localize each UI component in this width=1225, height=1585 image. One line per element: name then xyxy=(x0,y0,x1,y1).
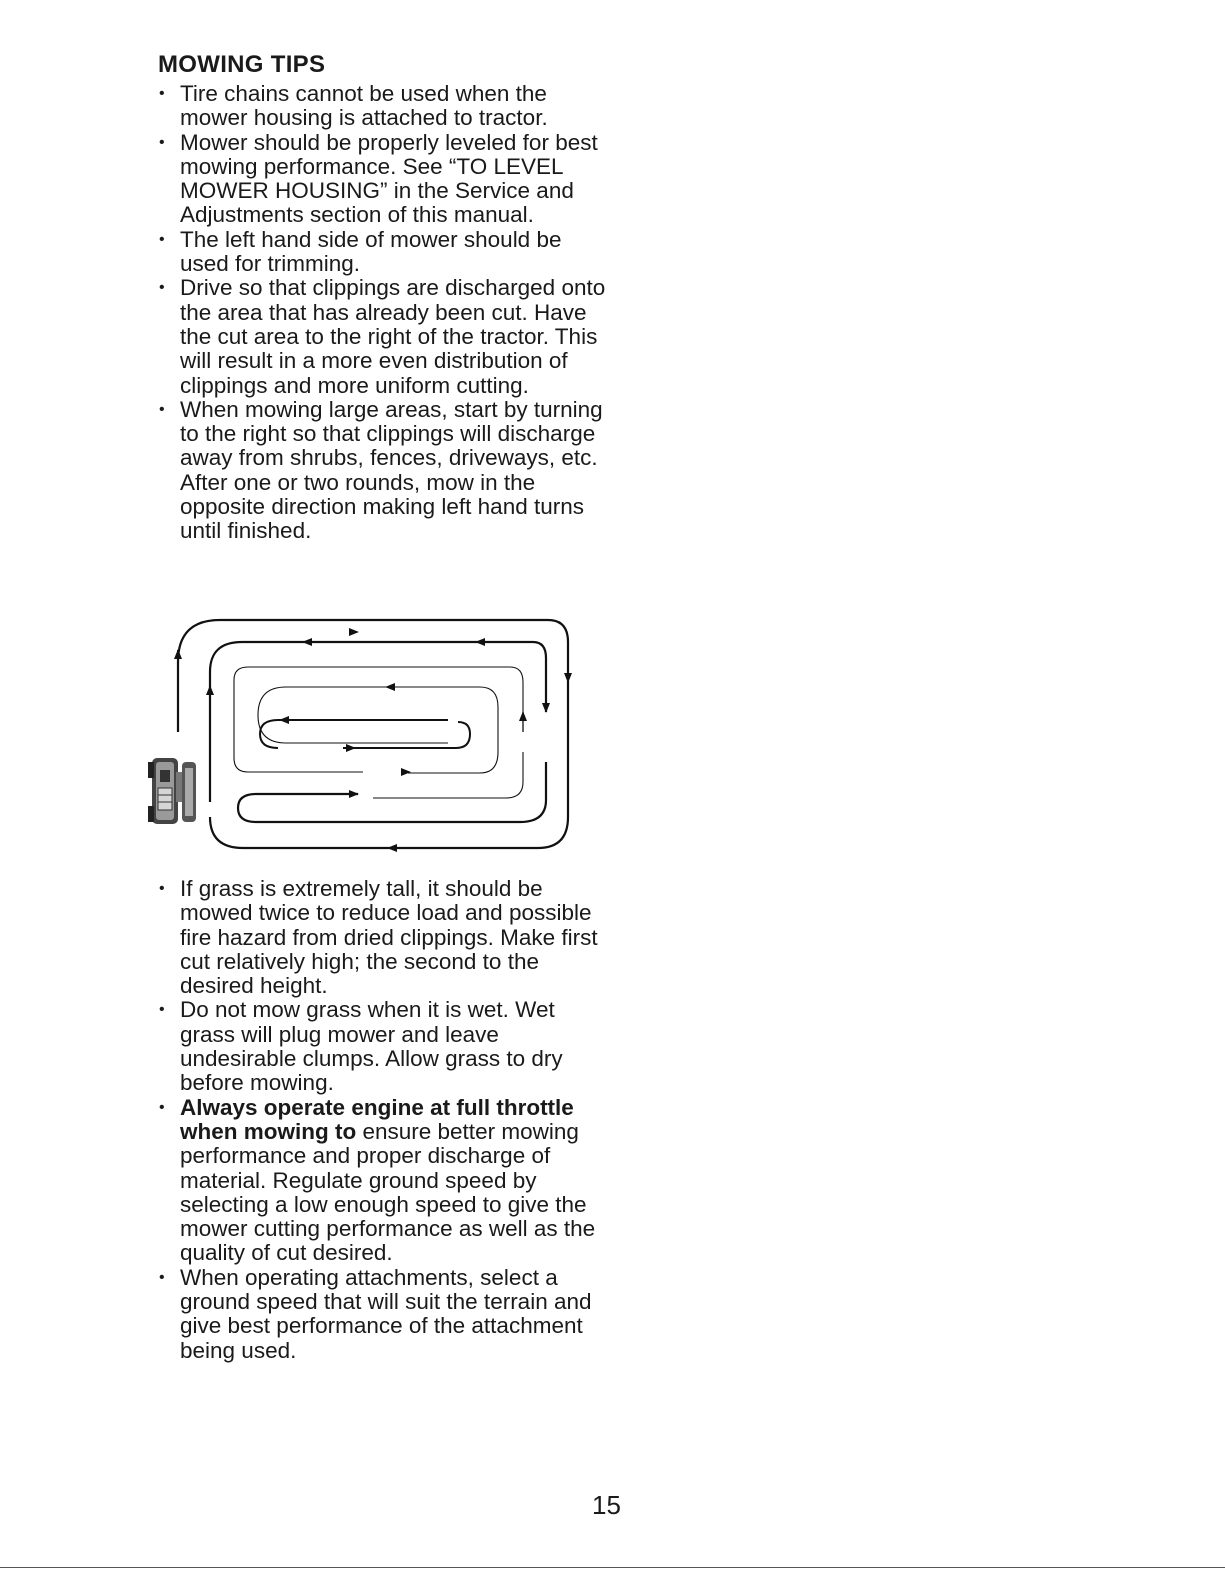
tip-discharge-direction: • Drive so that clippings are discharged onto the area that has already been cut. Have the cut area to the right of the tractor. This will result in a more even distribution of clippings and more uniform cutting. xyxy=(158,276,608,397)
tip-full-throttle-rest: ensure better mowing performance and proper discharge of material. Regulate ground speed by selecting a low enough speed to give the mower cutting performance as well as the quality of cut desired. xyxy=(180,1118,596,1266)
tip-tire-chains: • Tire chains cannot be used when the mower housing is attached to tractor. xyxy=(158,82,608,131)
inner-oval xyxy=(260,720,470,748)
tip-full-throttle-bold: Always operate engine at full throttle when mowing to xyxy=(180,1094,574,1144)
section-title: MOWING TIPS xyxy=(158,51,326,78)
tractor-icon xyxy=(148,758,196,824)
tip-wet-grass: • Do not mow grass when it is wet. Wet grass will plug mower and leave undesirable clumps. Allow grass to dry before mowing. xyxy=(158,998,608,1095)
mowing-path-arrows xyxy=(178,620,568,848)
tip-attachments: • When operating attachments, select a ground speed that will suit the terrain and give best performance of the attachment being used. xyxy=(158,1266,608,1363)
outer-path xyxy=(178,620,568,848)
mowing-pattern-diagram xyxy=(148,612,588,862)
bottom-return-path xyxy=(238,762,546,822)
tip-full-throttle xyxy=(158,1096,608,1266)
mowing-tips-section xyxy=(158,50,608,544)
tips-list-bottom xyxy=(158,877,608,1363)
fourth-path xyxy=(258,687,498,773)
second-path xyxy=(210,642,546,802)
tip-left-side-trimming: • The left hand side of mower should be used for trimming. xyxy=(158,228,608,277)
page-number: 15 xyxy=(592,1490,621,1520)
tip-large-areas: • When mowing large areas, start by turning to the right so that clippings will discharge away from shrubs, fences, driveways, etc. After one or two rounds, mow in the opposite direction making left hand turns until finished. xyxy=(158,398,608,544)
tip-level-mower: • Mower should be properly leveled for best mowing performance. See “TO LEVEL MOWER HOUSING” in the Service and Adjustments section of this manual. xyxy=(158,131,608,228)
innermost-path xyxy=(258,722,466,748)
bottom-rule xyxy=(0,1567,1225,1568)
tips-list-top xyxy=(158,82,608,544)
mowing-tips-continued xyxy=(158,877,608,1363)
tip-tall-grass: • If grass is extremely tall, it should be mowed twice to reduce load and possible fire hazard from dried clippings. Make first cut relatively high; the second to the desired height. xyxy=(158,877,608,998)
